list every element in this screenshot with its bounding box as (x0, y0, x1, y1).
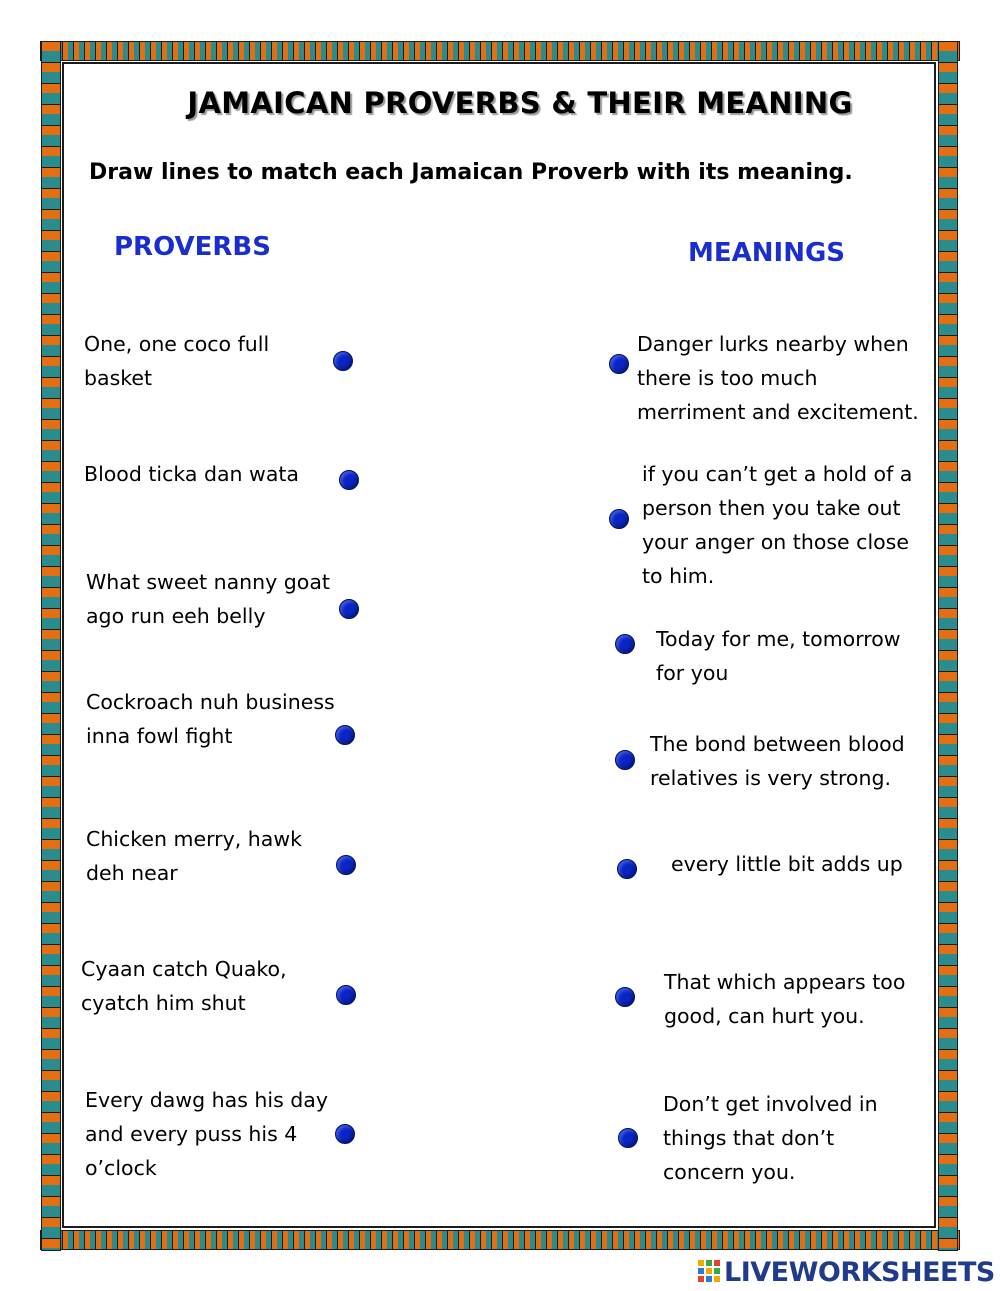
meaning-item: That which appears too good, can hurt you. (664, 970, 906, 1028)
proverb-dot-2[interactable] (339, 470, 359, 490)
meaning-dot-4[interactable] (615, 750, 635, 770)
border-left (41, 41, 61, 1251)
meaning-dot-7[interactable] (618, 1128, 638, 1148)
proverb-dot-3[interactable] (339, 599, 359, 619)
meaning-dot-6[interactable] (615, 987, 635, 1007)
meaning-dot-3[interactable] (615, 634, 635, 654)
meaning-dot-5[interactable] (617, 859, 637, 879)
proverb-item: What sweet nanny goat ago run eeh belly (86, 570, 330, 628)
meaning-dot-2[interactable] (609, 509, 629, 529)
proverb-dot-4[interactable] (335, 725, 355, 745)
logo-text: LIVEWORKSHEETS (724, 1256, 995, 1288)
border-right (938, 41, 958, 1251)
proverb-item: Chicken merry, hawk deh near (86, 827, 302, 885)
proverb-item: Blood ticka dan wata (84, 462, 299, 486)
proverb-item: One, one coco full basket (84, 332, 270, 390)
meaning-item: Danger lurks nearby when there is too much merriment and excitement. (637, 332, 919, 424)
proverb-item: Every dawg has his day and every puss his 4 o’clock (85, 1088, 328, 1180)
liveworksheets-logo (697, 1258, 995, 1286)
meaning-item: Today for me, tomorrow for you (656, 627, 901, 685)
meaning-dot-1[interactable] (609, 354, 629, 374)
proverb-dot-5[interactable] (336, 855, 356, 875)
border-bottom (40, 1230, 960, 1250)
instruction-text: Draw lines to match each Jamaican Proverb with its meaning. (89, 160, 853, 185)
page-title: JAMAICAN PROVERBS & THEIR MEANING (187, 86, 853, 120)
meaning-item: if you can’t get a hold of a person then you take out your anger on those close to him. (642, 462, 913, 588)
meaning-item: every little bit adds up (671, 852, 903, 876)
meaning-item: The bond between blood relatives is very strong. (650, 732, 905, 790)
proverb-dot-1[interactable] (333, 351, 353, 371)
meaning-item: Don’t get involved in things that don’t concern you. (663, 1092, 878, 1184)
proverb-dot-6[interactable] (336, 985, 356, 1005)
liveworksheets-logo-icon (697, 1259, 721, 1285)
meanings-heading: MEANINGS (688, 238, 846, 268)
proverb-item: Cockroach nuh business inna fowl fight (86, 690, 335, 748)
proverb-item: Cyaan catch Quako, cyatch him shut (81, 957, 287, 1015)
proverbs-heading: PROVERBS (114, 232, 271, 262)
proverb-dot-7[interactable] (335, 1124, 355, 1144)
border-top (40, 41, 960, 61)
